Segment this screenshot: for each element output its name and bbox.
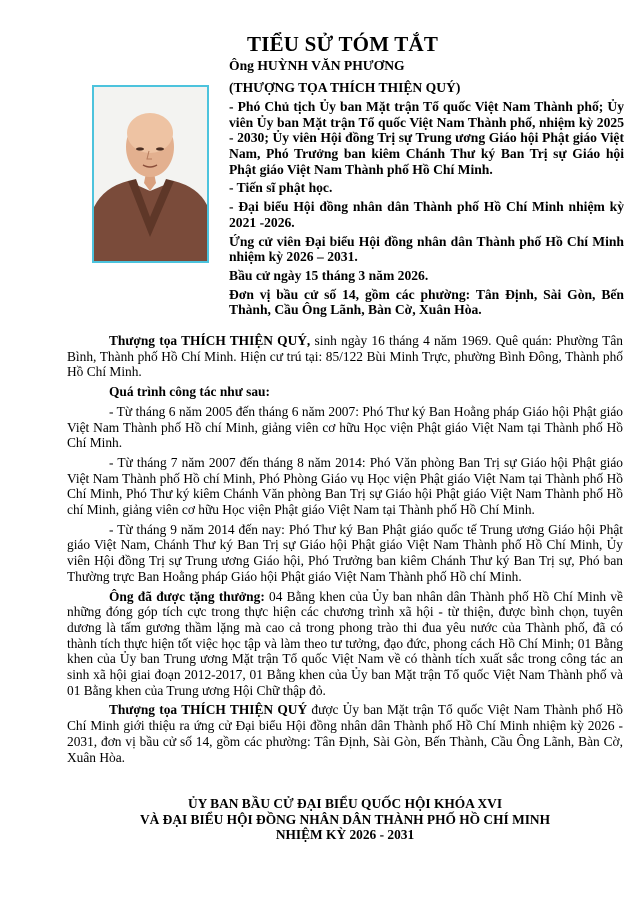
intro-text: sinh ngày 16 tháng 4 năm 1969. Quê quán: Phường Tân Bình, Thành phố Hồ Chí Minh. Hiện cư trú tại: 85/122 Bùi Minh Trực, phường Bình Đông, Thành phố Hồ Chí Minh. (67, 333, 623, 380)
candidacy: Ứng cử viên Đại biểu Hội đồng nhân dân Thành phố Hồ Chí Minh nhiệm kỳ 2026 – 2031. (229, 233, 624, 265)
candidate-portrait (92, 85, 209, 263)
position-council-member: - Đại biểu Hội đồng nhân dân Thành phố Hồ Chí Minh nhiệm kỳ 2021 -2026. (229, 199, 624, 230)
issuing-committee (67, 796, 623, 843)
election-unit: Đơn vị bầu cử số 14, gồm các phường: Tân Định, Sài Gòn, Bến Thành, Cầu Ông Lãnh, Bàn Cờ, Xuân Hòa. (229, 286, 624, 318)
intro-paragraph (67, 333, 623, 380)
awards-paragraph (67, 589, 623, 699)
position-degree: - Tiến sĩ phật học. (229, 180, 333, 196)
candidate-summary (229, 58, 624, 321)
awards-text: 04 Bằng khen của Ủy ban nhân dân Thành phố Hồ Chí Minh về những đóng góp tích cực trong thực hiện các chương trình xã hội - từ thiện, được bình chọn, tuyên dương là tấm gương thầm lặng mà cao cả trong phong trào thi đua yêu nước của Thành phố, đã có thành tích thực hiện tốt việc học tập và làm theo tư tưởng, đạo đức, phong cách Hồ Chí Minh; 01 Bằng khen của Ủy ban Trung ương Mặt trận Tổ quốc Việt Nam về có thành tích xuất sắc trong công tác an sinh xã hội giai đoạn 2012-2017, 01 Bằng khen của Ủy ban Mặt trận Tổ quốc Việt Nam Thành phố và 01 Bằng khen của Trung ương Hội Chữ thập đỏ. (67, 588, 623, 698)
nomination-paragraph (67, 702, 623, 765)
candidate-name: Ông HUỲNH VĂN PHƯƠNG (229, 58, 405, 73)
career-heading: Quá trình công tác như sau: (109, 384, 270, 400)
nomination-text: được Ủy ban Mặt trận Tổ quốc Việt Nam Thành phố Hồ Chí Minh giới thiệu ra ứng cử Đại biểu Hội đồng nhân dân Thành phố Hồ Chí Minh nhiệm kỳ 2026 - 2031, đơn vị bầu cử số 14, gồm các phường: Tân Định, Sài Gòn, Bến Thành, Cầu Ông Lãnh, Bàn Cờ, Xuân Hòa. (67, 702, 623, 765)
nomination-name: Thượng tọa THÍCH THIỆN QUÝ (109, 702, 308, 718)
committee-line-1: ỦY BAN BẦU CỬ ĐẠI BIỂU QUỐC HỘI KHÓA XVI (187, 796, 503, 811)
portrait-image (94, 87, 207, 261)
intro-name: Thượng tọa THÍCH THIỆN QUÝ, (109, 333, 311, 348)
career-item: - Từ tháng 9 năm 2014 đến nay: Phó Thư ký Ban Phật giáo quốc tế Trung ương Giáo hội Phật giáo Việt Nam, Chánh Thư ký Ban Trị sự Giáo hội Phật giáo Việt Nam Thành phố Hồ Chí Minh, Ủy viên Hội đồng Trị sự Trung ương Giáo hội, Phó Trưởng ban kiêm Chánh Thư ký Ban Trị sự, Phó ban Thường trực Ban Hoằng pháp Giáo hội Phật giáo Việt Nam Thành phố Hồ chí Minh. (67, 521, 623, 584)
committee-line-2: VÀ ĐẠI BIỂU HỘI ĐỒNG NHÂN DÂN THÀNH PHỐ HỒ CHÍ MINH (139, 811, 551, 827)
election-date: Bầu cử ngày 15 tháng 3 năm 2026. (229, 267, 429, 283)
career-item: - Từ tháng 7 năm 2007 đến tháng 8 năm 2014: Phó Văn phòng Ban Trị sự Giáo hội Phật giáo Việt Nam Thành phố Hồ chí Minh, Phó Phòng Giáo vụ Học viện Phật giáo Việt Nam tại Thành phố Hồ Chí Minh, Phó Thư ký kiêm Chánh Văn phòng Ban Trị sự Giáo hội Phật giáo Việt Nam Thành phố Hồ chí Minh, giảng viên cơ hữu Học viện Phật giáo Việt Nam tại Thành phố Hồ Chí Minh. (67, 454, 623, 518)
committee-line-3: NHIỆM KỲ 2026 - 2031 (275, 827, 415, 842)
position-current: - Phó Chủ tịch Ủy ban Mặt trận Tổ quốc Việt Nam Thành phố; Ủy viên Ủy ban Mặt trận Tổ quốc Việt Nam Thành phố, nhiệm kỳ 2025 - 2030; Ủy viên Hội đồng Trị sự Trung ương Giáo hội Phật giáo Việt Nam, Phó Trưởng ban kiêm Chánh Thư ký Ban Trị sự Giáo hội Phật giáo Việt Nam Thành phố Hồ Chí Minh. (229, 99, 624, 177)
career-item: - Từ tháng 6 năm 2005 đến tháng 6 năm 2007: Phó Thư ký Ban Hoằng pháp Giáo hội Phật giáo Việt Nam Thành phố Hồ chí Minh, giảng viên cơ hữu Học viện Phật giáo Việt Nam tại Thành phố Hồ Chí Minh. (67, 403, 623, 451)
document-title: TIỂU SỬ TÓM TẮT (247, 32, 439, 56)
candidate-dharma-name: (THƯỢNG TỌA THÍCH THIỆN QUÝ) (229, 79, 461, 95)
biography-body (67, 333, 623, 769)
awards-label: Ông đã được tặng thưởng: (109, 588, 265, 604)
